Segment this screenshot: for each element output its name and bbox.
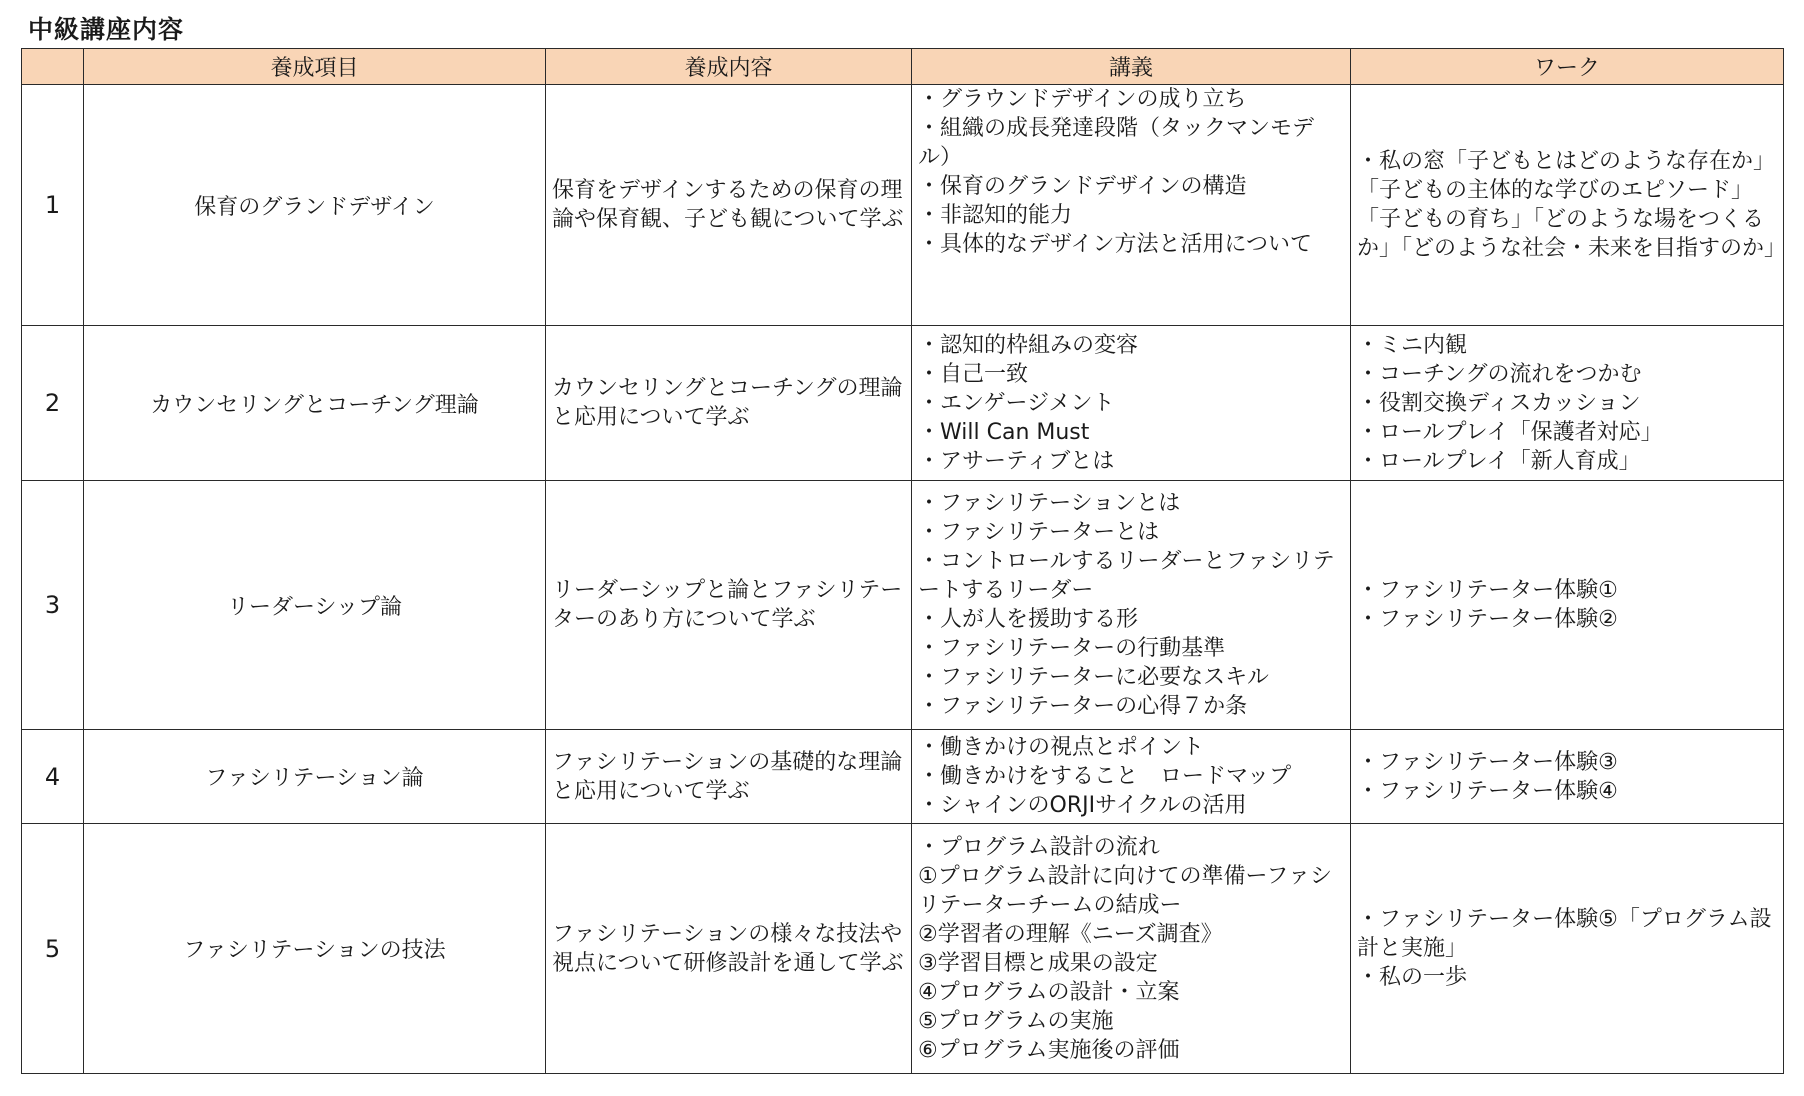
row-lecture <box>912 730 1351 824</box>
lecture-line: ・Will Can Must <box>918 419 1090 445</box>
lecture-line: ・コントロールするリーダーとファシリテートするリーダー <box>918 549 1335 603</box>
table-row <box>22 85 1784 326</box>
row-item: ファシリテーション論 <box>84 730 546 824</box>
row-item: リーダーシップ論 <box>84 481 546 730</box>
header-lecture: 講義 <box>912 49 1351 85</box>
row-lecture <box>912 326 1351 481</box>
work-line: ・コーチングの流れをつかむ <box>1357 361 1642 387</box>
lecture-line: ・ファシリテーターの行動基準 <box>918 636 1226 661</box>
table-row <box>22 824 1784 1074</box>
row-item: ファシリテーションの技法 <box>84 824 546 1074</box>
work-line: ・私の一歩 <box>1357 965 1468 990</box>
lecture-line: ・ファシリテーターとは <box>918 520 1160 545</box>
lecture-line: ・プログラム設計の流れ <box>918 834 1160 860</box>
lecture-line: ⑥プログラム実施後の評価 <box>918 1037 1180 1063</box>
lecture-line: ・組織の成長発達段階（タックマンモデル） <box>918 116 1315 170</box>
row-work <box>1351 730 1784 824</box>
lecture-line: ・自己一致 <box>918 361 1029 387</box>
work-line: ・ロールプレイ「保護者対応」 <box>1357 419 1663 445</box>
course-table <box>21 48 1787 1074</box>
row-number: 4 <box>22 730 84 824</box>
lecture-line: ・認知的枠組みの変容 <box>918 332 1139 358</box>
row-content: 保育をデザインするための保育の理論や保育観、子ども観について学ぶ <box>546 85 912 326</box>
row-number: 3 <box>22 481 84 730</box>
table-row <box>22 730 1784 824</box>
lecture-line: ・シャインのORJIサイクルの活用 <box>918 793 1247 818</box>
work-line: ・ミニ内観 <box>1357 332 1468 358</box>
work-line: ・ロールプレイ「新人育成」 <box>1357 448 1641 474</box>
lecture-line: ③学習目標と成果の設定 <box>918 950 1158 976</box>
table-row <box>22 326 1784 481</box>
work-line: ・ファシリテーター体験④ <box>1357 778 1618 804</box>
work-line: ・ファシリテーター体験① <box>1357 578 1618 603</box>
work-line: ・ファシリテーター体験③ <box>1357 749 1618 775</box>
lecture-line: ・働きかけをすること ロードマップ <box>918 764 1292 789</box>
lecture-line: ・ファシリテーターに必要なスキル <box>918 665 1269 690</box>
row-lecture <box>912 824 1351 1074</box>
lecture-line: ①プログラム設計に向けての準備ーファシリテーターチームの結成ー <box>918 863 1332 918</box>
table-row <box>22 481 1784 730</box>
row-content: リーダーシップと論とファシリテーターのあり方について学ぶ <box>546 481 912 730</box>
row-work <box>1351 824 1784 1074</box>
work-line: ・ファシリテーター体験⑤「プログラム設計と実施」 <box>1357 907 1772 961</box>
header-work: ワーク <box>1351 49 1784 85</box>
lecture-line: ④プログラムの設計・立案 <box>918 979 1180 1005</box>
row-number: 2 <box>22 326 84 481</box>
page-title: 中級講座内容 <box>28 15 185 44</box>
row-content: ファシリテーションの基礎的な理論と応用について学ぶ <box>546 730 912 824</box>
row-content: ファシリテーションの様々な技法や視点について研修設計を通して学ぶ <box>546 824 912 1074</box>
lecture-line: ⑤プログラムの実施 <box>918 1008 1114 1034</box>
row-work <box>1351 326 1784 481</box>
row-item: 保育のグランドデザイン <box>84 85 546 326</box>
lecture-line: ・グラウンドデザインの成り立ち <box>918 87 1247 112</box>
row-lecture <box>912 481 1351 730</box>
lecture-line: ・ファシリテーターの心得７か条 <box>918 694 1248 719</box>
row-item: カウンセリングとコーチング理論 <box>84 326 546 481</box>
header-row <box>22 49 1784 85</box>
row-number: 1 <box>22 85 84 326</box>
row-work <box>1351 85 1787 326</box>
work-line: ・役割交換ディスカッション <box>1357 390 1641 416</box>
lecture-line: ・アサーティブとは <box>918 448 1115 474</box>
row-lecture <box>912 85 1351 326</box>
work-line: ・ファシリテーター体験② <box>1357 607 1618 632</box>
lecture-line: ・非認知的能力 <box>918 203 1073 228</box>
header-content: 養成内容 <box>546 49 912 85</box>
lecture-line: ・働きかけの視点とポイント <box>918 735 1205 760</box>
row-work <box>1351 481 1784 730</box>
lecture-line: ・ファシリテーションとは <box>918 491 1181 516</box>
work-line: ・私の窓「子どもとはどのような存在か」「子どもの主体的な学びのエピソード」「子どもの育ち」「どのような場をつくるか」「どのような社会・未来を目指すのか」 <box>1357 149 1787 261</box>
row-number: 5 <box>22 824 84 1074</box>
lecture-line: ②学習者の理解《ニーズ調査》 <box>918 921 1223 947</box>
lecture-line: ・人が人を援助する形 <box>918 607 1139 632</box>
header-no <box>22 49 84 85</box>
lecture-line: ・具体的なデザイン方法と活用について <box>918 232 1313 257</box>
row-content: カウンセリングとコーチングの理論と応用について学ぶ <box>546 326 912 481</box>
lecture-line: ・保育のグランドデザインの構造 <box>918 174 1247 199</box>
header-item: 養成項目 <box>84 49 546 85</box>
lecture-line: ・エンゲージメント <box>918 390 1115 416</box>
